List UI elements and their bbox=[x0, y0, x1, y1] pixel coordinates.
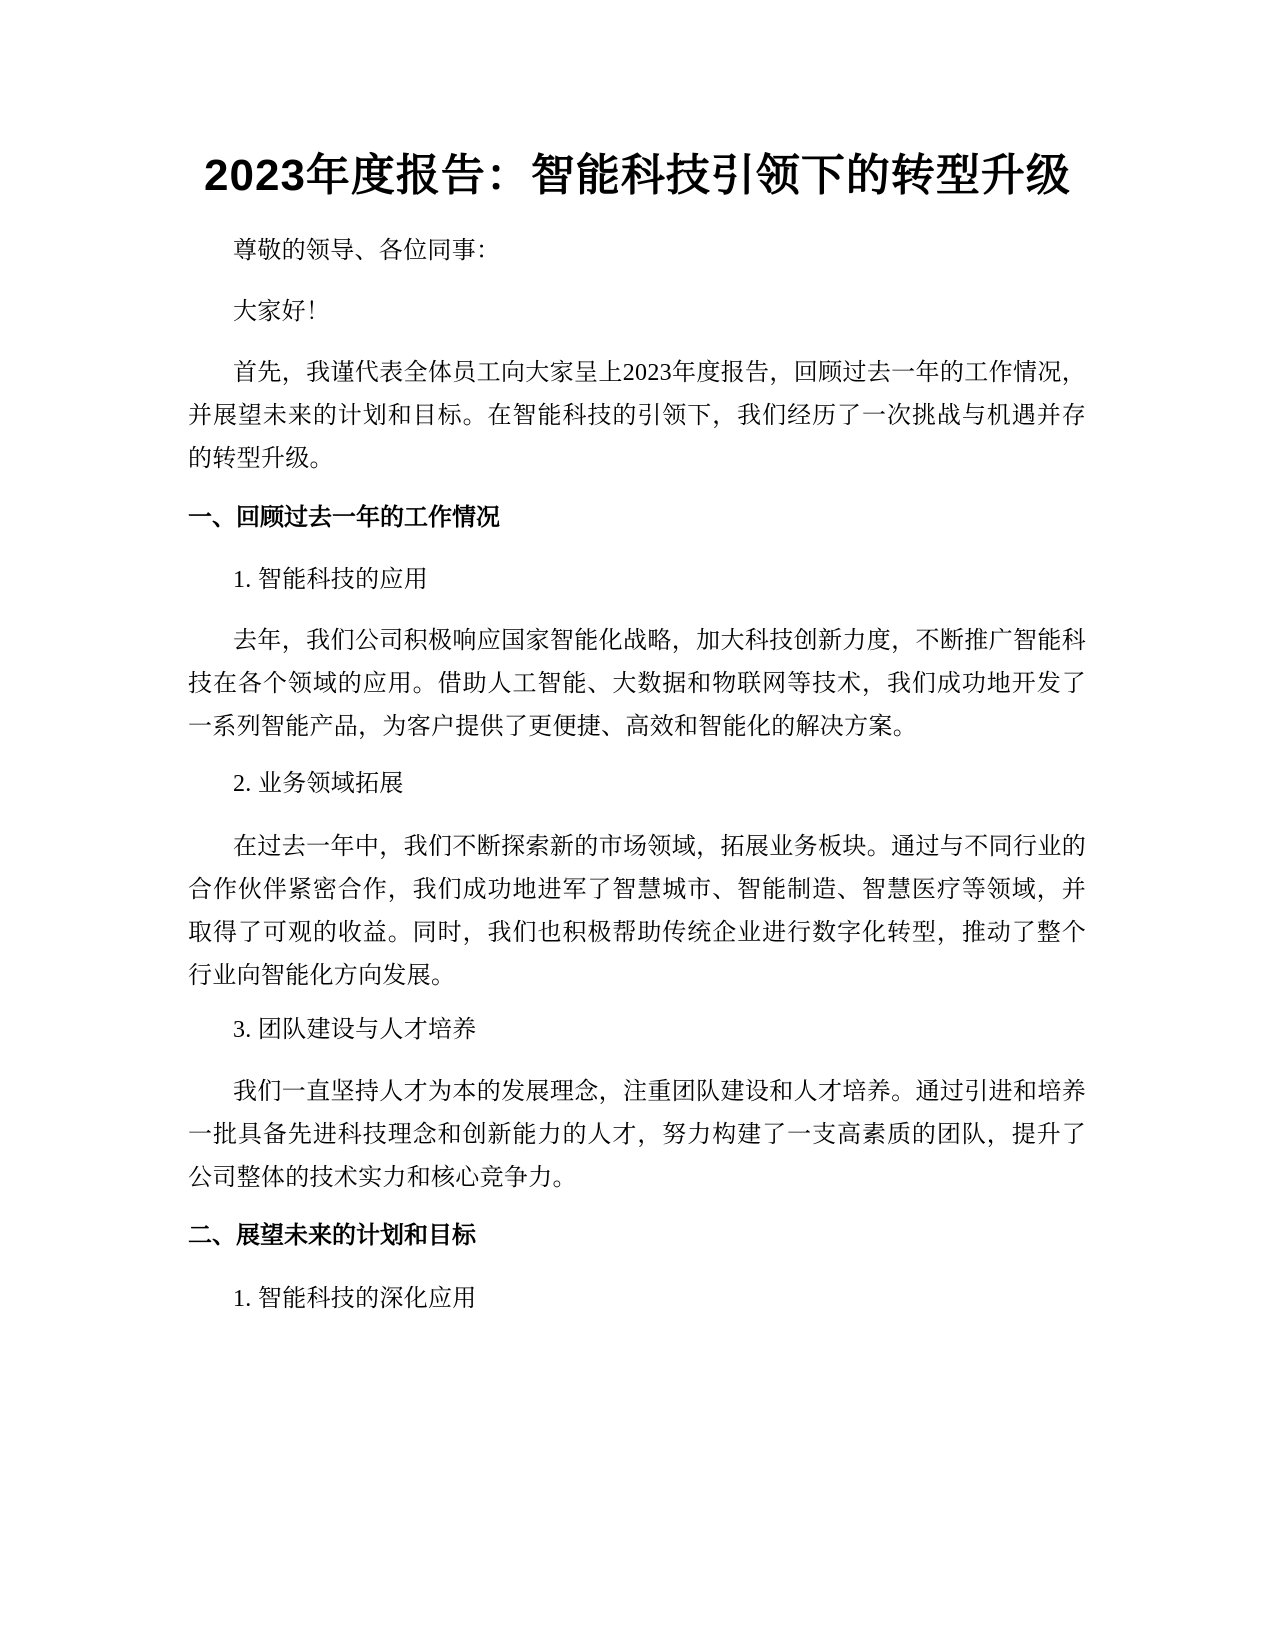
section2-item1-title: 1. 智能科技的深化应用 bbox=[233, 1286, 477, 1312]
greeting-paragraph: 尊敬的领导、各位同事： bbox=[233, 238, 501, 264]
section1-item2-title: 2. 业务领域拓展 bbox=[233, 771, 404, 797]
section1-heading: 一、回顾过去一年的工作情况 bbox=[188, 504, 500, 531]
section1-item2-body: 在过去一年中，我们不断探索新的市场领域，拓展业务板块。通过与不同行业的合作伙伴紧密合作，我们成功地进军了智慧城市、智能制造、智慧医疗等领域，并取得了可观的收益。同时，我们也积极帮助传统企业进行数字化转型，推动了整个行业向智能化方向发展。 bbox=[188, 834, 1086, 989]
section2-heading: 二、展望未来的计划和目标 bbox=[188, 1222, 476, 1249]
section1-item1-title: 1. 智能科技的应用 bbox=[233, 567, 428, 593]
page-title: 2023年度报告：智能科技引领下的转型升级 bbox=[204, 151, 1071, 200]
section1-item3-body: 我们一直坚持人才为本的发展理念，注重团队建设和人才培养。通过引进和培养一批具备先进科技理念和创新能力的人才，努力构建了一支高素质的团队，提升了公司整体的技术实力和核心竞争力。 bbox=[188, 1079, 1086, 1191]
section1-item3-title: 3. 团队建设与人才培养 bbox=[233, 1017, 477, 1043]
hello-paragraph: 大家好！ bbox=[233, 299, 331, 325]
section1-item1-body: 去年，我们公司积极响应国家智能化战略，加大科技创新力度，不断推广智能科技在各个领域的应用。借助人工智能、大数据和物联网等技术，我们成功地开发了一系列智能产品，为客户提供了更便捷、高效和智能化的解决方案。 bbox=[188, 628, 1086, 740]
intro-paragraph: 首先，我谨代表全体员工向大家呈上2023年度报告，回顾过去一年的工作情况，并展望未来的计划和目标。在智能科技的引领下，我们经历了一次挑战与机遇并存的转型升级。 bbox=[188, 360, 1086, 472]
